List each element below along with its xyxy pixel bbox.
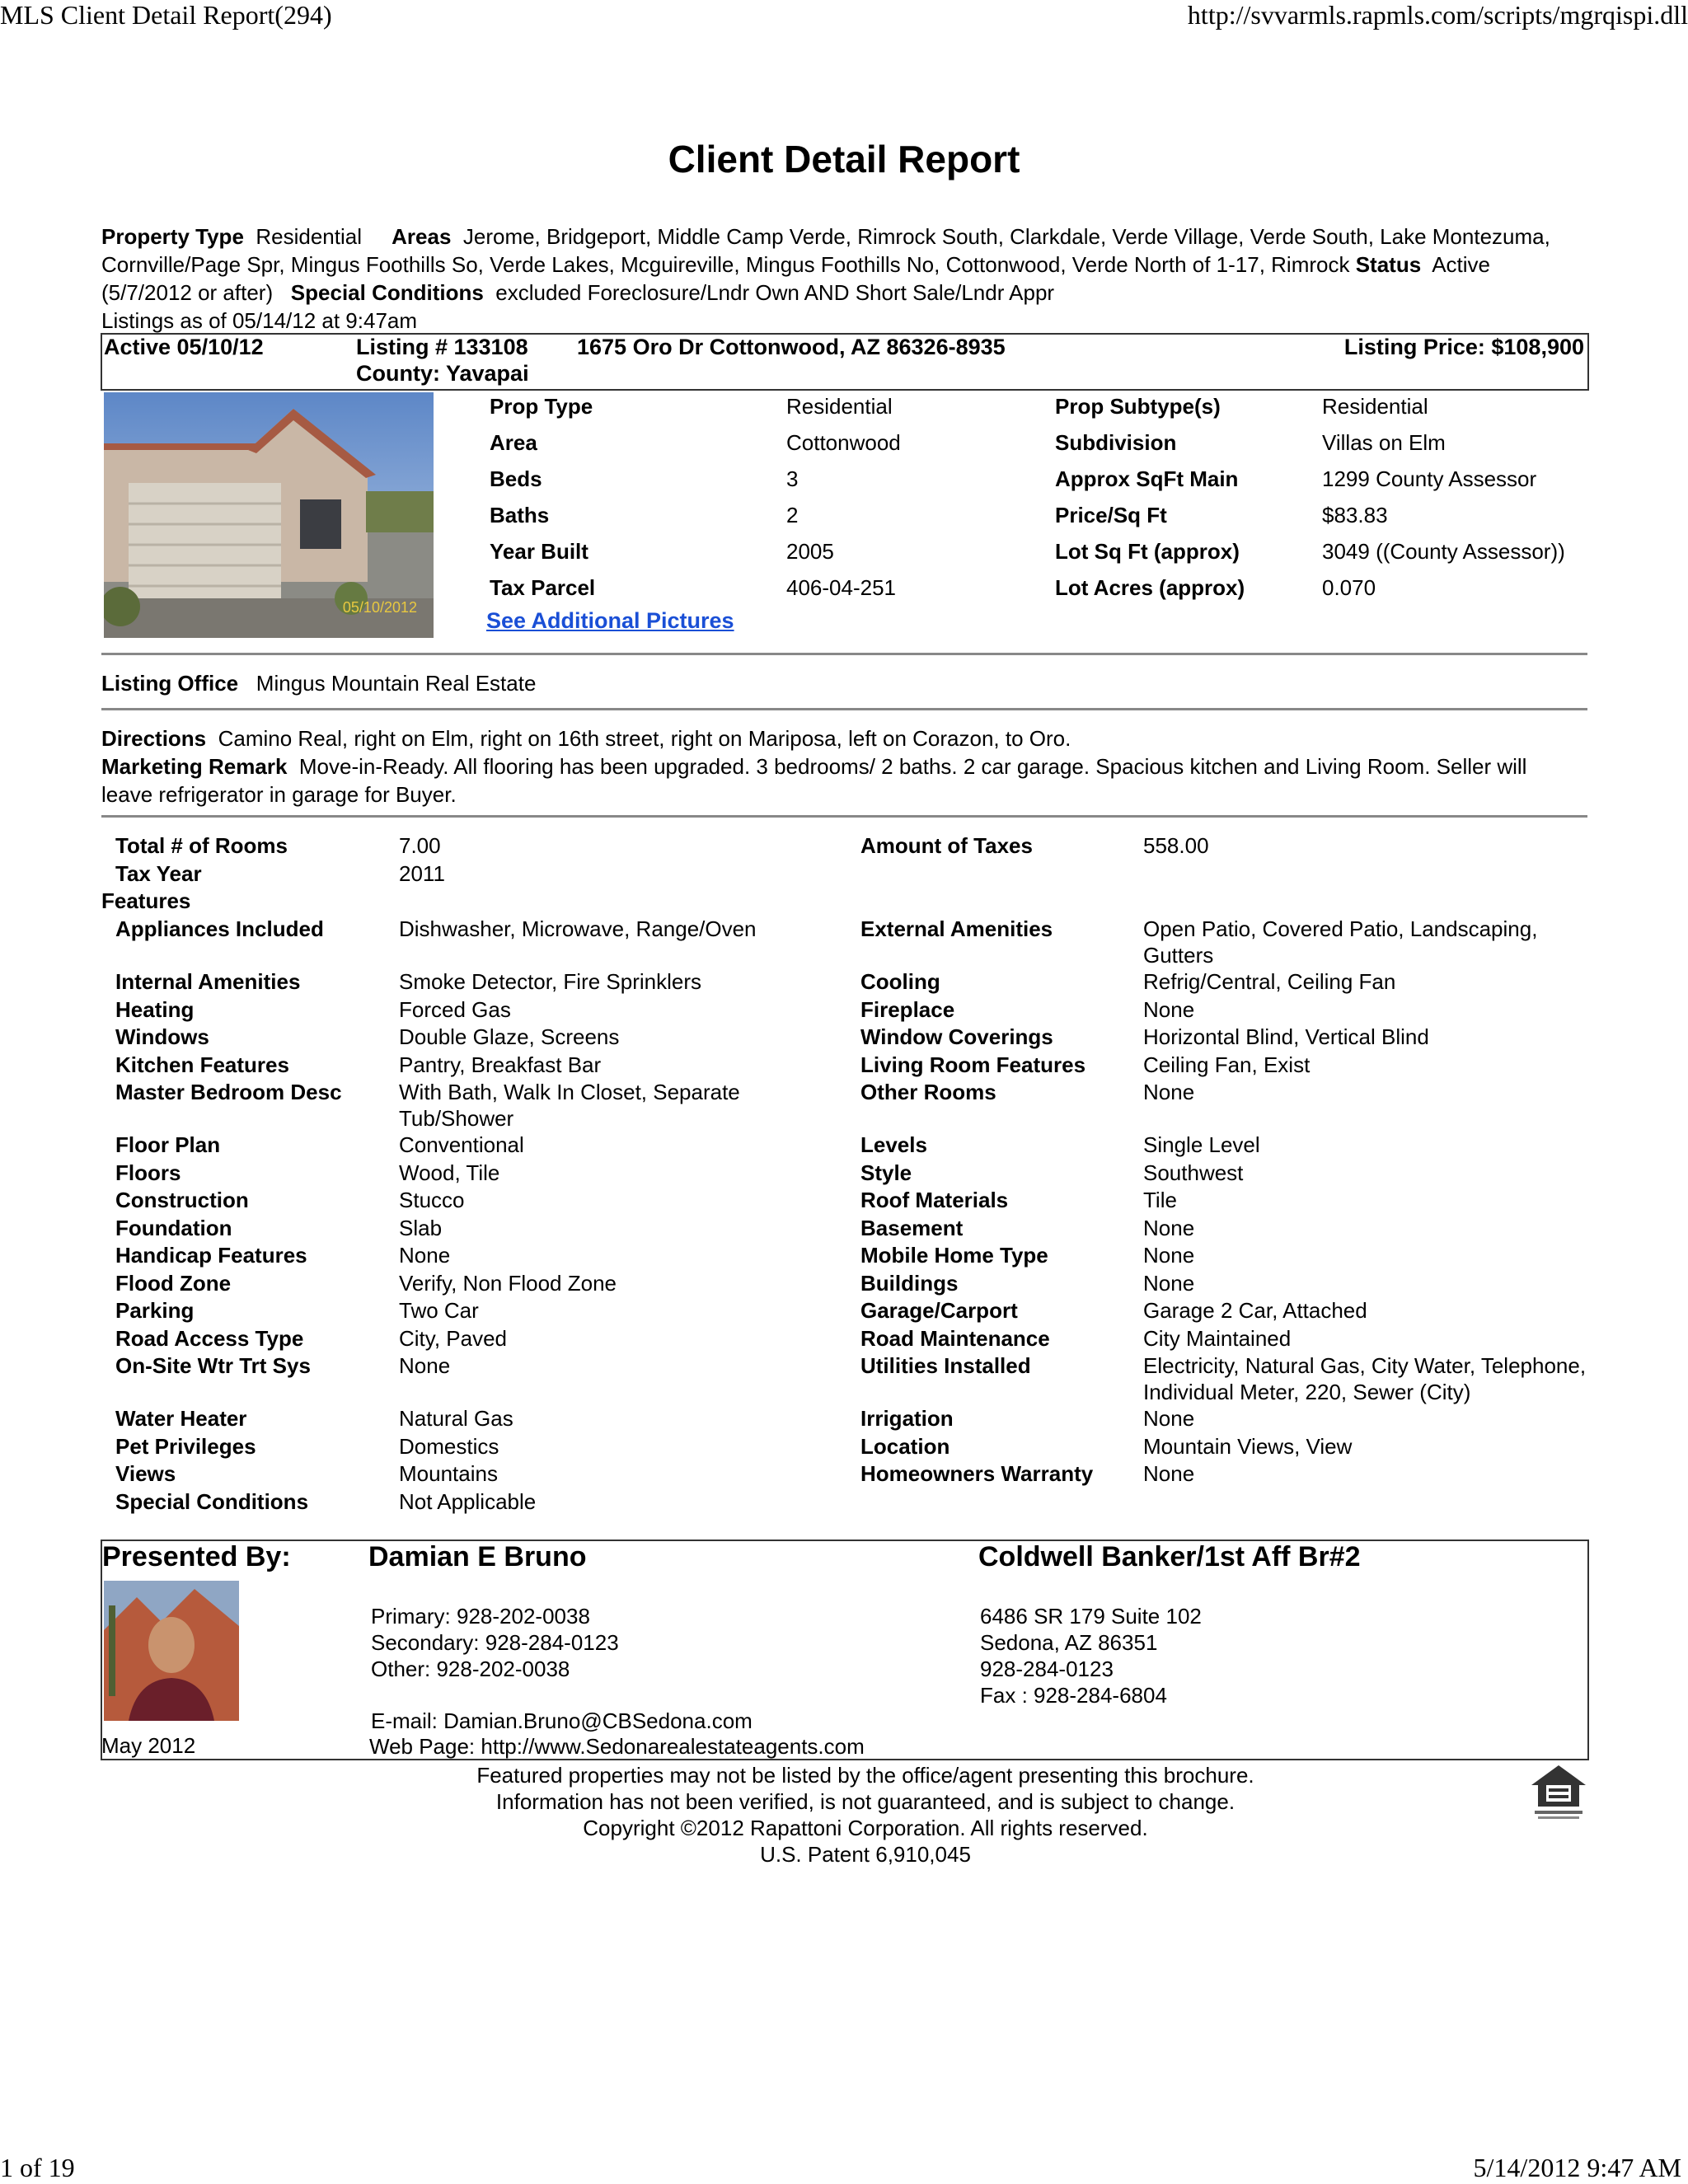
feature-value: With Bath, Walk In Closet, Separate Tub/Shower — [399, 1080, 740, 1131]
summary-value: 2005 — [786, 539, 834, 564]
listing-office-label: Listing Office — [101, 671, 239, 696]
directions-label: Directions — [101, 726, 207, 751]
listing-address: 1675 Oro Dr Cottonwood, AZ 86326-8935 — [577, 335, 1006, 359]
agent-primary-phone: Primary: 928-202-0038 — [371, 1604, 590, 1629]
feature-value: Refrig/Central, Ceiling Fan — [1143, 969, 1396, 994]
feature-label: Levels — [860, 1132, 927, 1157]
feature-value: Slab — [399, 1215, 443, 1240]
feature-label: Appliances Included — [115, 916, 324, 941]
feature-label: Windows — [115, 1024, 209, 1049]
feature-value: Open Patio, Covered Patio, Landscaping, Gutters — [1143, 916, 1538, 968]
feature-label: Basement — [860, 1215, 964, 1240]
marketing-remark-value: Move-in-Ready. All flooring has been upgraded. 3 bedrooms/ 2 baths. 2 car garage. Spacious kitchen and Living Room. Seller will leave refrigerator in garage for Buyer. — [101, 754, 1527, 807]
taxes-label: Amount of Taxes — [860, 833, 1033, 858]
office-address-line1: 6486 SR 179 Suite 102 — [980, 1604, 1202, 1629]
agent-name: Damian E Bruno — [368, 1541, 587, 1572]
areas-value: Jerome, Bridgeport, Middle Camp Verde, Rimrock South, Clarkdale, Verde Village, Verde South, Lake Montezuma, Cornville/Page Spr, Mingus Foothills So, Verde Lakes, Mcguireville, Mingus Foothills No, Cottonwood, Verde North of 1-17, Rimrock — [101, 224, 1550, 277]
summary-label: Prop Type — [490, 394, 593, 419]
feature-label: Garage/Carport — [860, 1298, 1018, 1323]
summary-value: Cottonwood — [786, 430, 901, 455]
feature-label: Cooling — [860, 969, 940, 994]
summary-label: Tax Parcel — [490, 575, 596, 600]
copyright: Copyright ©2012 Rapattoni Corporation. All rights reserved. — [583, 1816, 1148, 1840]
property-photo[interactable] — [104, 392, 434, 638]
feature-label: Roof Materials — [860, 1188, 1009, 1212]
feature-label: Window Coverings — [860, 1024, 1053, 1049]
patent: U.S. Patent 6,910,045 — [760, 1842, 971, 1867]
feature-label: Floor Plan — [115, 1132, 221, 1157]
summary-value: 0.070 — [1322, 575, 1376, 600]
print-url: http://svvarmls.rapmls.com/scripts/mgrqispi.dll — [1187, 0, 1688, 30]
photo-date-stamp: 05/10/2012 — [342, 599, 417, 616]
disclaimer-line2: Information has not been verified, is not guaranteed, and is subject to change. — [495, 1789, 1236, 1814]
summary-value: 1299 County Assessor — [1322, 466, 1537, 491]
feature-value: Wood, Tile — [399, 1160, 500, 1185]
feature-label: On-Site Wtr Trt Sys — [115, 1353, 311, 1378]
feature-label: Special Conditions — [115, 1488, 309, 1514]
feature-label: Heating — [115, 996, 195, 1022]
office-fax: Fax : 928-284-6804 — [980, 1683, 1167, 1708]
feature-value: None — [1143, 1243, 1195, 1268]
directions-remarks — [101, 724, 1577, 808]
summary-value: Residential — [1322, 394, 1428, 419]
status-label: Status — [1355, 252, 1422, 277]
summary-label: Area — [490, 430, 537, 455]
feature-label: Water Heater — [115, 1406, 247, 1431]
agent-photo — [104, 1581, 239, 1721]
agent-office-name: Coldwell Banker/1st Aff Br#2 — [978, 1541, 1361, 1572]
feature-label: Foundation — [115, 1215, 232, 1240]
feature-label: Style — [860, 1160, 912, 1185]
feature-label: External Amenities — [860, 916, 1053, 941]
feature-value: None — [1143, 1461, 1195, 1486]
summary-label: Price/Sq Ft — [1055, 503, 1167, 527]
feature-label: Parking — [115, 1298, 195, 1323]
special-conditions-value: excluded Foreclosure/Lndr Own AND Short Sale/Lndr Appr — [495, 280, 1055, 305]
feature-value: None — [1143, 996, 1195, 1022]
feature-value: Verify, Non Flood Zone — [399, 1270, 617, 1296]
agent-email[interactable]: E-mail: Damian.Bruno@CBSedona.com — [371, 1708, 753, 1733]
feature-label: Living Room Features — [860, 1052, 1086, 1077]
feature-value: Horizontal Blind, Vertical Blind — [1143, 1024, 1429, 1049]
property-type-value: Residential — [256, 224, 362, 249]
print-page-title: MLS Client Detail Report(294) — [0, 0, 332, 30]
summary-label: Lot Sq Ft (approx) — [1055, 539, 1240, 564]
print-timestamp: 5/14/2012 9:47 AM — [1473, 2153, 1681, 2182]
office-address-line2: Sedona, AZ 86351 — [980, 1630, 1158, 1655]
feature-label: Homeowners Warranty — [860, 1461, 1094, 1486]
summary-label: Prop Subtype(s) — [1055, 394, 1221, 419]
agent-box — [101, 1540, 1589, 1760]
summary-value: 2 — [786, 503, 799, 527]
divider — [101, 815, 1587, 818]
feature-label: Road Maintenance — [860, 1325, 1050, 1351]
features-heading: Features — [101, 888, 191, 913]
feature-value: None — [1143, 1270, 1195, 1296]
property-type-label: Property Type — [101, 224, 244, 249]
feature-value: Mountain Views, View — [1143, 1433, 1353, 1459]
listing-number: Listing # 133108 — [356, 335, 528, 359]
summary-value: 3049 ((County Assessor)) — [1322, 539, 1565, 564]
listing-county: County: Yavapai — [356, 361, 529, 386]
rooms-label: Total # of Rooms — [115, 833, 288, 858]
feature-label: Utilities Installed — [860, 1353, 1031, 1378]
summary-value: 406-04-251 — [786, 575, 896, 600]
feature-label: Pet Privileges — [115, 1433, 256, 1459]
areas-label: Areas — [392, 224, 452, 249]
office-phone: 928-284-0123 — [980, 1657, 1114, 1681]
see-additional-pictures-link[interactable]: See Additional Pictures — [486, 608, 734, 633]
feature-label: Flood Zone — [115, 1270, 232, 1296]
feature-label: Road Access Type — [115, 1325, 304, 1351]
feature-label: Mobile Home Type — [860, 1243, 1048, 1268]
feature-value: Ceiling Fan, Exist — [1143, 1052, 1311, 1077]
feature-label: Fireplace — [860, 996, 955, 1022]
listing-office — [101, 671, 536, 696]
search-criteria — [101, 223, 1585, 335]
feature-value: Electricity, Natural Gas, City Water, Telephone, Individual Meter, 220, Sewer (City) — [1143, 1353, 1587, 1404]
feature-value: Conventional — [399, 1132, 524, 1157]
feature-label: Floors — [115, 1160, 181, 1185]
feature-value: Smoke Detector, Fire Sprinklers — [399, 969, 702, 994]
feature-label: Handicap Features — [115, 1243, 307, 1268]
agent-web-page[interactable]: Web Page: http://www.Sedonarealestateagents.com — [369, 1734, 865, 1759]
listing-status-date: Active 05/10/12 — [104, 335, 264, 359]
listing-office-value: Mingus Mountain Real Estate — [256, 671, 537, 696]
feature-value: Domestics — [399, 1433, 499, 1459]
agent-photo-illustration — [104, 1581, 239, 1721]
agent-secondary-phone: Secondary: 928-284-0123 — [371, 1630, 619, 1655]
agent-date: May 2012 — [101, 1733, 196, 1758]
listing-price: Listing Price: $108,900 — [1343, 335, 1584, 359]
summary-value: Residential — [786, 394, 893, 419]
feature-value: City, Paved — [399, 1325, 508, 1351]
marketing-remark-label: Marketing Remark — [101, 754, 288, 779]
feature-label: Construction — [115, 1188, 249, 1212]
feature-value: Dishwasher, Microwave, Range/Oven — [399, 916, 757, 941]
equal-housing-icon — [1530, 1764, 1587, 1823]
divider — [101, 708, 1587, 710]
feature-value: Garage 2 Car, Attached — [1143, 1298, 1367, 1323]
feature-value: Double Glaze, Screens — [399, 1024, 620, 1049]
feature-label: Master Bedroom Desc — [115, 1080, 342, 1104]
feature-value: None — [1143, 1215, 1195, 1240]
listings-asof: Listings as of 05/14/12 at 9:47am — [101, 308, 418, 333]
feature-value: Pantry, Breakfast Bar — [399, 1052, 602, 1077]
summary-value: Villas on Elm — [1322, 430, 1446, 455]
feature-value: Single Level — [1143, 1132, 1260, 1157]
summary-value: 3 — [786, 466, 799, 491]
directions-value: Camino Real, right on Elm, right on 16th street, right on Mariposa, left on Corazon, to Oro. — [218, 726, 1071, 751]
feature-value: None — [1143, 1080, 1195, 1104]
summary-label: Subdivision — [1055, 430, 1177, 455]
feature-value: Stucco — [399, 1188, 465, 1212]
summary-label: Baths — [490, 503, 550, 527]
feature-value: None — [399, 1353, 451, 1378]
feature-value: Tile — [1143, 1188, 1177, 1212]
feature-value: Forced Gas — [399, 996, 511, 1022]
disclaimer-line1: Featured properties may not be listed by the office/agent presenting this brochure. — [476, 1763, 1254, 1788]
feature-label: Kitchen Features — [115, 1052, 289, 1077]
feature-value: Southwest — [1143, 1160, 1244, 1185]
rooms-value: 7.00 — [399, 833, 441, 858]
feature-label: Other Rooms — [860, 1080, 996, 1104]
special-conditions-label: Special Conditions — [290, 280, 484, 305]
presented-by-label: Presented By: — [102, 1541, 291, 1572]
feature-label: Internal Amenities — [115, 969, 301, 994]
divider — [101, 653, 1587, 655]
summary-label: Approx SqFt Main — [1055, 466, 1239, 491]
feature-label: Location — [860, 1433, 950, 1459]
tax-year-label: Tax Year — [115, 861, 202, 886]
summary-value: $83.83 — [1322, 503, 1388, 527]
feature-value: Two Car — [399, 1298, 479, 1323]
feature-label: Views — [115, 1461, 176, 1486]
summary-label: Year Built — [490, 539, 588, 564]
feature-label: Buildings — [860, 1270, 959, 1296]
feature-value: None — [1143, 1406, 1195, 1431]
status-value: Active (5/7/2012 or after) — [101, 252, 1491, 305]
feature-value: City Maintained — [1143, 1325, 1292, 1351]
disclaimer — [330, 1762, 1401, 1868]
print-page-number: 1 of 19 — [0, 2153, 75, 2182]
summary-label: Lot Acres (approx) — [1055, 575, 1245, 600]
report-title: Client Detail Report — [668, 138, 1020, 180]
feature-value: Not Applicable — [399, 1488, 537, 1514]
feature-value: Natural Gas — [399, 1406, 513, 1431]
feature-label: Irrigation — [860, 1406, 954, 1431]
tax-year-value: 2011 — [399, 861, 445, 886]
summary-label: Beds — [490, 466, 542, 491]
taxes-value: 558.00 — [1143, 833, 1209, 858]
agent-other-phone: Other: 928-202-0038 — [371, 1657, 570, 1681]
feature-value: Mountains — [399, 1461, 498, 1486]
feature-value: None — [399, 1243, 451, 1268]
